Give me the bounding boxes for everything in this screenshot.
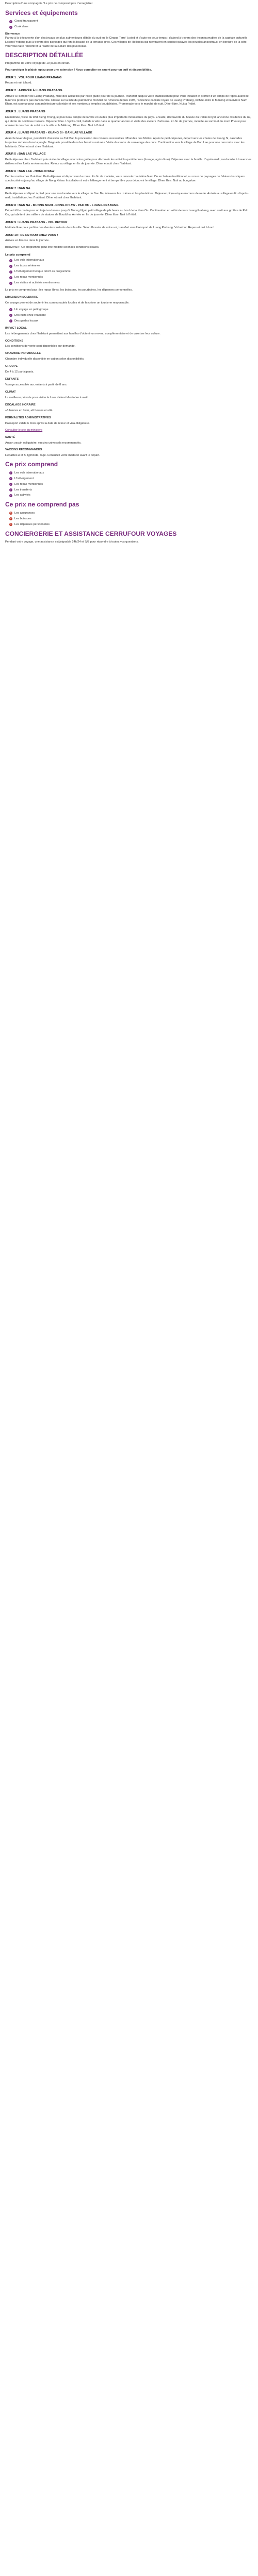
ne-prix-item: ✕ Les assurances (10, 511, 35, 515)
prix-item: ✓ Les repas mentionnés (10, 276, 43, 279)
check-icon: ✓ (10, 264, 12, 267)
check-icon: ✓ (10, 276, 12, 279)
check-icon: ✓ (10, 25, 12, 28)
day-block (5, 89, 253, 107)
check-icon: ✓ (10, 494, 12, 497)
intro-text: Description d'une compagnie "Le prix ne comprend pas L'enregistrer (5, 2, 93, 5)
dim-item: ✓ Des guides locaux (10, 319, 38, 323)
local-title: IMPACT LOCAL (5, 326, 27, 330)
vaccin-title: VACCINS RECOMMANDÉS (5, 448, 42, 452)
check-icon: ✓ (10, 471, 12, 474)
day-block (5, 187, 253, 200)
vaccin-text: Hépatites A et B, typhoïde, rage. Consultez votre médecin avant le départ. (5, 454, 100, 457)
day-title: JOUR 9 : LUANG PRABANG - VOL RETOUR (5, 221, 68, 224)
prix-item: ✓ Les vols internationaux (10, 259, 44, 262)
dim-text: Ce voyage permet de soutenir les communautés locales et de favoriser un tourisme responsable. (5, 301, 130, 304)
formalites-title: FORMALITÉS ADMINISTRATIVES (5, 416, 51, 419)
climat-title: CLIMAT (5, 391, 16, 394)
check-icon: ✓ (10, 20, 12, 23)
day-text: Départ tôt le matin pour un trajet en bateau jusqu'à Muong Ngoi, petit village de pêcheurs au bord de la Nam Ou. Continuation en véhicule vers Luang Prabang, avec arrêt aux grottes de Pak Ou, qui abritent des milliers de statues de Bouddha. Arrivée en fin de journée. Dîner libre. Nuit à l'hôtel. (5, 209, 248, 216)
formalites-text: Passeport valide 6 mois après la date de retour et visa obligatoire. (5, 421, 90, 425)
day-text: Matinée libre pour profiter des derniers instants dans la ville. Selon l'horaire de votre vol, transfert vers l'aéroport de Luang Prabang. Vol retour. Repas et nuit à bord. (5, 226, 215, 230)
days-list (5, 76, 253, 243)
day-block (5, 131, 253, 149)
day-title: JOUR 8 : BAN NA - MUONG NGOI - NONG KHIAW - PAK OU - LUANG PRABANG (5, 204, 119, 207)
groupe-title: GROUPE (5, 365, 18, 368)
ce-prix-title: Ce prix comprend (5, 461, 58, 468)
groupe-text: De 4 à 12 participants. (5, 370, 34, 374)
bienvenue-label: Bienvenue (5, 32, 20, 36)
prix-list (5, 259, 253, 285)
service-item: ✓ Grand transparent (10, 20, 38, 23)
flex-note: Bienvenue ! Ce programme peut être modifié selon les conditions locales. (5, 246, 100, 249)
check-icon: ✓ (10, 308, 12, 311)
prix-item: ✓ Les visites et activités mentionnées (10, 281, 60, 285)
local-text: Les hébergements chez l'habitant permettent aux familles d'obtenir un revenu complémentaire et de valoriser leur culture. (5, 332, 160, 335)
ce-prix-item: ✓ Les repas mentionnés (10, 482, 43, 486)
enfants-text: Voyage accessible aux enfants à partir de 8 ans. (5, 383, 68, 387)
prix-title: Le prix comprend (5, 253, 30, 257)
day-title: JOUR 7 : BAN NA (5, 187, 30, 190)
bienvenue-section (5, 32, 253, 49)
final-title: CONCIERGERIE ET ASSISTANCE CERRUFOUR VOYAGES (5, 530, 177, 537)
climat-text: La meilleure période pour visiter le Laos s'étend d'octobre à avril. (5, 396, 89, 399)
day-block (5, 204, 253, 217)
services-title: Services et équipements (5, 9, 78, 16)
day-title: JOUR 1 : VOL POUR LUANG PRABANG (5, 76, 62, 80)
dim-item: ✓ Un voyage en petit groupe (10, 308, 49, 311)
day-text: Petit-déjeuner chez l'habitant puis visite du village avec votre guide pour découvrir les activités quotidiennes (tissage, agriculture). Déjeuner avec la famille. L'après-midi, randonnée à travers les rizières et les forêts environnantes. Retour au village en fin de journée. Dîner et nuit chez l'habitant. (5, 158, 252, 165)
page (0, 0, 258, 545)
enfants-title: ENFANTS (5, 378, 19, 381)
cond-text: Les conditions de vente sont disponibles sur demande. (5, 345, 76, 348)
day-text: Petit-déjeuner et départ à pied pour une randonnée vers le village de Ban Na, à travers les rizières et les plantations. Déjeuner pique-nique en cours de route. Arrivée au village en fin d'après-midi, installation chez l'habitant. Dîner et nuit chez l'habitant. (5, 192, 249, 199)
day-block (5, 152, 253, 166)
decalage-text: +5 heures en hiver, +6 heures en été. (5, 409, 53, 412)
day-text: Arrivée en France dans la journée. (5, 239, 50, 243)
cross-icon: ✕ (10, 512, 12, 515)
ce-prix-item: ✓ Les activités (10, 494, 30, 497)
ce-prix-list (5, 471, 253, 498)
check-icon: ✓ (10, 483, 12, 486)
day-block (5, 221, 253, 230)
services-list (5, 20, 253, 29)
check-icon: ✓ (10, 314, 12, 317)
programme-warning: Pour protéger le plaisir, optez pour une extension ! Nous consulter en amont pour un tarif et disponibilités. (5, 69, 152, 72)
cond-title: CONDITIONS (5, 339, 24, 343)
check-icon: ✓ (10, 477, 12, 480)
day-text: Avant le lever du jour, possibilité d'assister au Tak Bat, la procession des moines recevant les offrandes des fidèles. Après le petit-déjeuner, départ vers les chutes de Kuang Si, cascades turquoise nichées dans la jungle. Baignade possible dans les bassins naturels. Visite du centre de sauvetage des ours. Continuation vers le village de Ban Lae pour une rencontre avec les habitants. Dîner et nuit chez l'habitant. (5, 137, 245, 148)
prix-item: ✓ Les taxes aériennes (10, 264, 41, 268)
prix-note: Le prix ne comprend pas : les repas libres, les boissons, les pourboires, les dépenses personnelles. (5, 289, 133, 292)
formalites-link[interactable]: Consulter le site du ministère (5, 428, 43, 432)
service-item: ✓ Cook dans (10, 25, 28, 29)
check-icon: ✓ (10, 319, 12, 323)
day-text: En matinée, visite du Wat Xieng Thong, le plus beau temple de la ville et un des plus importants monastères du pays. Ensuite, découverte du Musée du Palais Royal, ancienne résidence du roi, qui abrite de nombreux trésors. Déjeuner libre. L'après-midi, balade à vélo dans le quartier ancien et visite des ateliers d'artisans. En fin de journée, montée au sommet du mont Phousi pour admirer le coucher de soleil sur la ville et le Mékong. Dîner libre. Nuit à l'hôtel. (5, 115, 251, 127)
cross-icon: ✕ (10, 523, 12, 526)
sante-title: SANTÉ (5, 435, 15, 439)
ne-prix-title: Ce prix ne comprend pas (5, 501, 79, 509)
day-title: JOUR 2 : ARRIVÉE À LUANG PRABANG (5, 89, 62, 93)
ne-prix-list (5, 512, 253, 527)
day-title: JOUR 3 : LUANG PRABANG (5, 110, 45, 114)
day-text: Dernier matin chez l'habitant. Petit-déjeuner et départ vers la route. En fin de matinée, vous remontez la rivière Nam Ou en bateau traditionnel, au cœur de paysages de falaises karstiques spectaculaires jusqu'au village de Nong Khiaw. Installation à votre hébergement et temps libre pour découvrir le village. Dîner libre. Nuit au bungalow. (5, 175, 245, 182)
dim-item: ✓ Des nuits chez l'habitant (10, 313, 46, 317)
check-icon: ✓ (10, 281, 12, 284)
ne-prix-item: ✕ Les boissons (10, 517, 31, 520)
chambre-title: CHAMBRE INDIVIDUELLE (5, 352, 41, 355)
day-title: JOUR 10 : DE RETOUR CHEZ VOUS ! (5, 234, 58, 237)
chambre-text: Chambre individuelle disponible en option selon disponibilités. (5, 358, 85, 361)
day-title: JOUR 6 : BAN LAE - NONG KHIAW (5, 170, 55, 173)
day-block (5, 76, 253, 86)
ce-prix-item: ✓ Les vols internationaux (10, 471, 44, 474)
ne-prix-item: ✕ Les dépenses personnelles (10, 522, 50, 526)
prix-item: ✓ L'hébergement tel que décrit au programme (10, 270, 71, 274)
dim-list (5, 308, 253, 324)
dim-title: DIMENSION SOLIDAIRE (5, 295, 38, 299)
decalage-title: DÉCALAGE HORAIRE (5, 403, 36, 406)
day-title: JOUR 4 : LUANG PRABANG - KUANG SI - BAN LAE VILLAGE (5, 131, 92, 135)
day-title: JOUR 5 : BAN LAE VILLAGE (5, 152, 46, 156)
day-text: Repas et nuit à bord. (5, 81, 32, 85)
check-icon: ✓ (10, 488, 12, 492)
ce-prix-item: ✓ Les transferts (10, 488, 32, 492)
cross-icon: ✕ (10, 517, 12, 520)
day-block (5, 233, 253, 243)
check-icon: ✓ (10, 270, 12, 273)
bienvenue-text: Partez à la découverte d'un des joyaux de plus authentiques d'Italie du sud en 'le Cinque Terre' à pied et d'auto-en deux temps : d'abord à travers des incontournables de la capitale culturelle Lacing Probang puis à travers des paysages qui font la beauté de la terrasse grec. Ces villages de Hellenica qui n'entraient en contact qu'avec les peuples ancestraux, en bordure de la côte, vont vous faire rencontrer la réalité de la culture des plus beaux. (5, 37, 248, 48)
day-block (5, 110, 253, 128)
programme-note: Programme de votre voyage de 10 jours en circuit. (5, 62, 70, 65)
final-text: Pendant votre voyage, une assistance est joignable 24h/24 et 7j/7 pour répondre à toutes vos questions. (5, 540, 139, 544)
programme-title: DESCRIPTION DÉTAILLÉE (5, 51, 84, 59)
day-text: Arrivée à l'aéroport de Luang Prabang, mise des accueillis par notre guide pour de la journée. Transfert jusqu'à votre établissement pour vous installer et profiter d'un temps de repos avant de faire vos premiers pas dans la ville. Classé sur la liste du patrimoine mondial de l'Unesco depuis 1995, l'ancienne capitale royale de Luang Prabang, nichée entre le Mékong et la rivière Nam Khan, est connue pour son architecture coloniale et ses nombreux temples bouddhistes. Promenade vers le marché de nuit. Dîner libre. Nuit à l'hôtel. (5, 94, 249, 106)
check-icon: ✓ (10, 259, 12, 262)
day-block (5, 170, 253, 183)
ce-prix-item: ✓ L'hébergement (10, 477, 34, 480)
sante-text: Aucun vaccin obligatoire, vaccins universels recommandés. (5, 441, 82, 445)
